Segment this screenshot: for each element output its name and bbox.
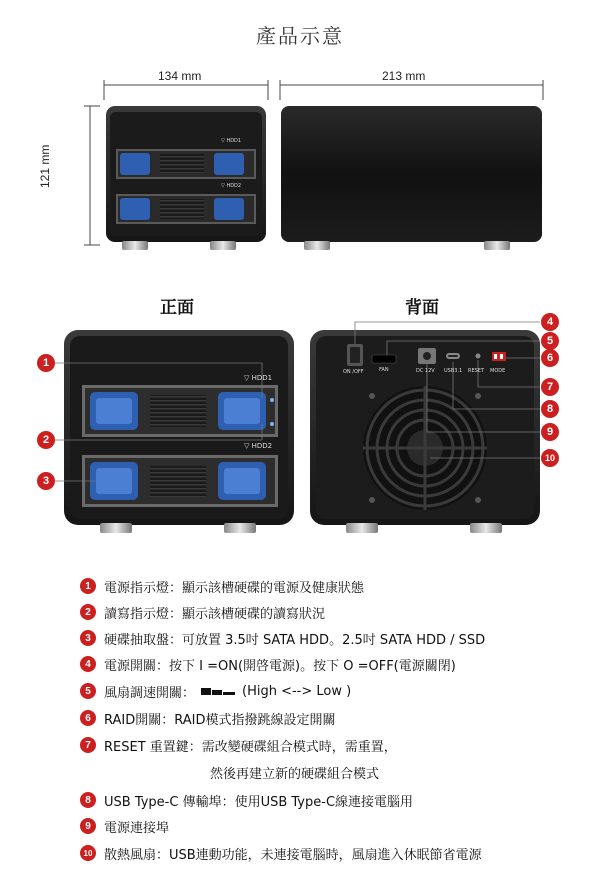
legend-number: 2 <box>80 604 96 620</box>
legend-text: RESET 重置鍵：需改變硬碟組合模式時，需重置， <box>104 739 397 755</box>
legend-text: 風扇調速開關： <box>104 685 196 701</box>
legend-item <box>80 843 482 863</box>
legend-number: 3 <box>80 630 96 646</box>
legend-text: 硬碟抽取盤：可放置 3.5吋 SATA HDD。2.5吋 SATA HDD / SSD <box>104 632 486 648</box>
legend-text: 散熱風扇：USB連動功能，未連接電腦時，風扇進入休眠節省電源 <box>104 847 482 863</box>
legend-text: (High <--> Low ) <box>242 683 352 699</box>
callout-10: 10 <box>541 449 559 467</box>
legend-item <box>80 790 413 810</box>
width-dimension-label: 134 mm <box>158 69 202 83</box>
legend-item <box>80 708 336 728</box>
legend-item <box>80 628 485 648</box>
legend-number: 5 <box>80 683 96 699</box>
callout-9: 9 <box>541 423 559 441</box>
legend-item <box>80 681 351 701</box>
hdd2-label: ▽ HDD2 <box>244 442 273 450</box>
hdd1-label: ▽ HDD1 <box>244 374 273 382</box>
legend-item <box>80 735 397 755</box>
legend-item-continued <box>210 762 379 782</box>
legend-number: 1 <box>80 578 96 594</box>
legend-number: 10 <box>80 845 96 861</box>
fan-speed-icon <box>201 687 236 695</box>
dc-label: DC 12V <box>416 368 435 374</box>
callout-7: 7 <box>541 378 559 396</box>
legend-item <box>80 816 169 836</box>
legend-item <box>80 602 325 622</box>
legend-text: 讀寫指示燈：顯示該槽硬碟的讀寫狀況 <box>104 606 326 622</box>
callout-8: 8 <box>541 400 559 418</box>
height-dimension-label: 121 mm <box>38 144 52 188</box>
callout-2: 2 <box>37 431 55 449</box>
callout-3: 3 <box>37 472 55 490</box>
legend-number: 6 <box>80 710 96 726</box>
legend-number: 7 <box>80 737 96 753</box>
small-hdd2-label: ▽ HDD2 <box>221 183 242 189</box>
usb-label: USB3.1 <box>444 368 463 374</box>
legend-text: 電源指示燈：顯示該槽硬碟的電源及健康狀態 <box>104 580 365 596</box>
legend-text: 電源連接埠 <box>104 820 170 836</box>
large-back-view <box>310 330 540 533</box>
callout-5: 5 <box>541 332 559 350</box>
callout-1: 1 <box>37 354 55 372</box>
legend-text: RAID開關：RAID模式指撥跳線設定開關 <box>104 712 336 728</box>
callout-6: 6 <box>541 349 559 367</box>
callout-4: 4 <box>541 313 559 331</box>
large-front-view <box>64 330 294 533</box>
legend-number: 9 <box>80 818 96 834</box>
side-view <box>281 106 542 250</box>
front-view-label: 正面 <box>160 298 194 318</box>
small-hdd1-label: ▽ HDD1 <box>221 138 242 144</box>
legend-item <box>80 654 456 674</box>
small-front-view <box>106 106 266 250</box>
legend-text: USB Type-C 傳輸埠：使用USB Type-C線連接電腦用 <box>104 794 414 810</box>
fan-label: FAN <box>379 367 389 373</box>
legend-item <box>80 576 364 596</box>
depth-dimension-label: 213 mm <box>382 69 426 83</box>
legend-text: 然後再建立新的硬碟組合模式 <box>210 766 380 782</box>
reset-label: RESET <box>468 368 485 374</box>
legend-text: 電源開關：按下 Ⅰ =ON(開啓電源)。按下 O =OFF(電源關閉) <box>104 658 456 674</box>
page-title: 產品示意 <box>256 24 344 48</box>
legend-number: 8 <box>80 792 96 808</box>
legend-number: 4 <box>80 656 96 672</box>
back-view-label: 背面 <box>405 298 439 318</box>
mode-label: MODE <box>490 368 506 374</box>
on-off-label: ON /OFF <box>343 369 364 375</box>
